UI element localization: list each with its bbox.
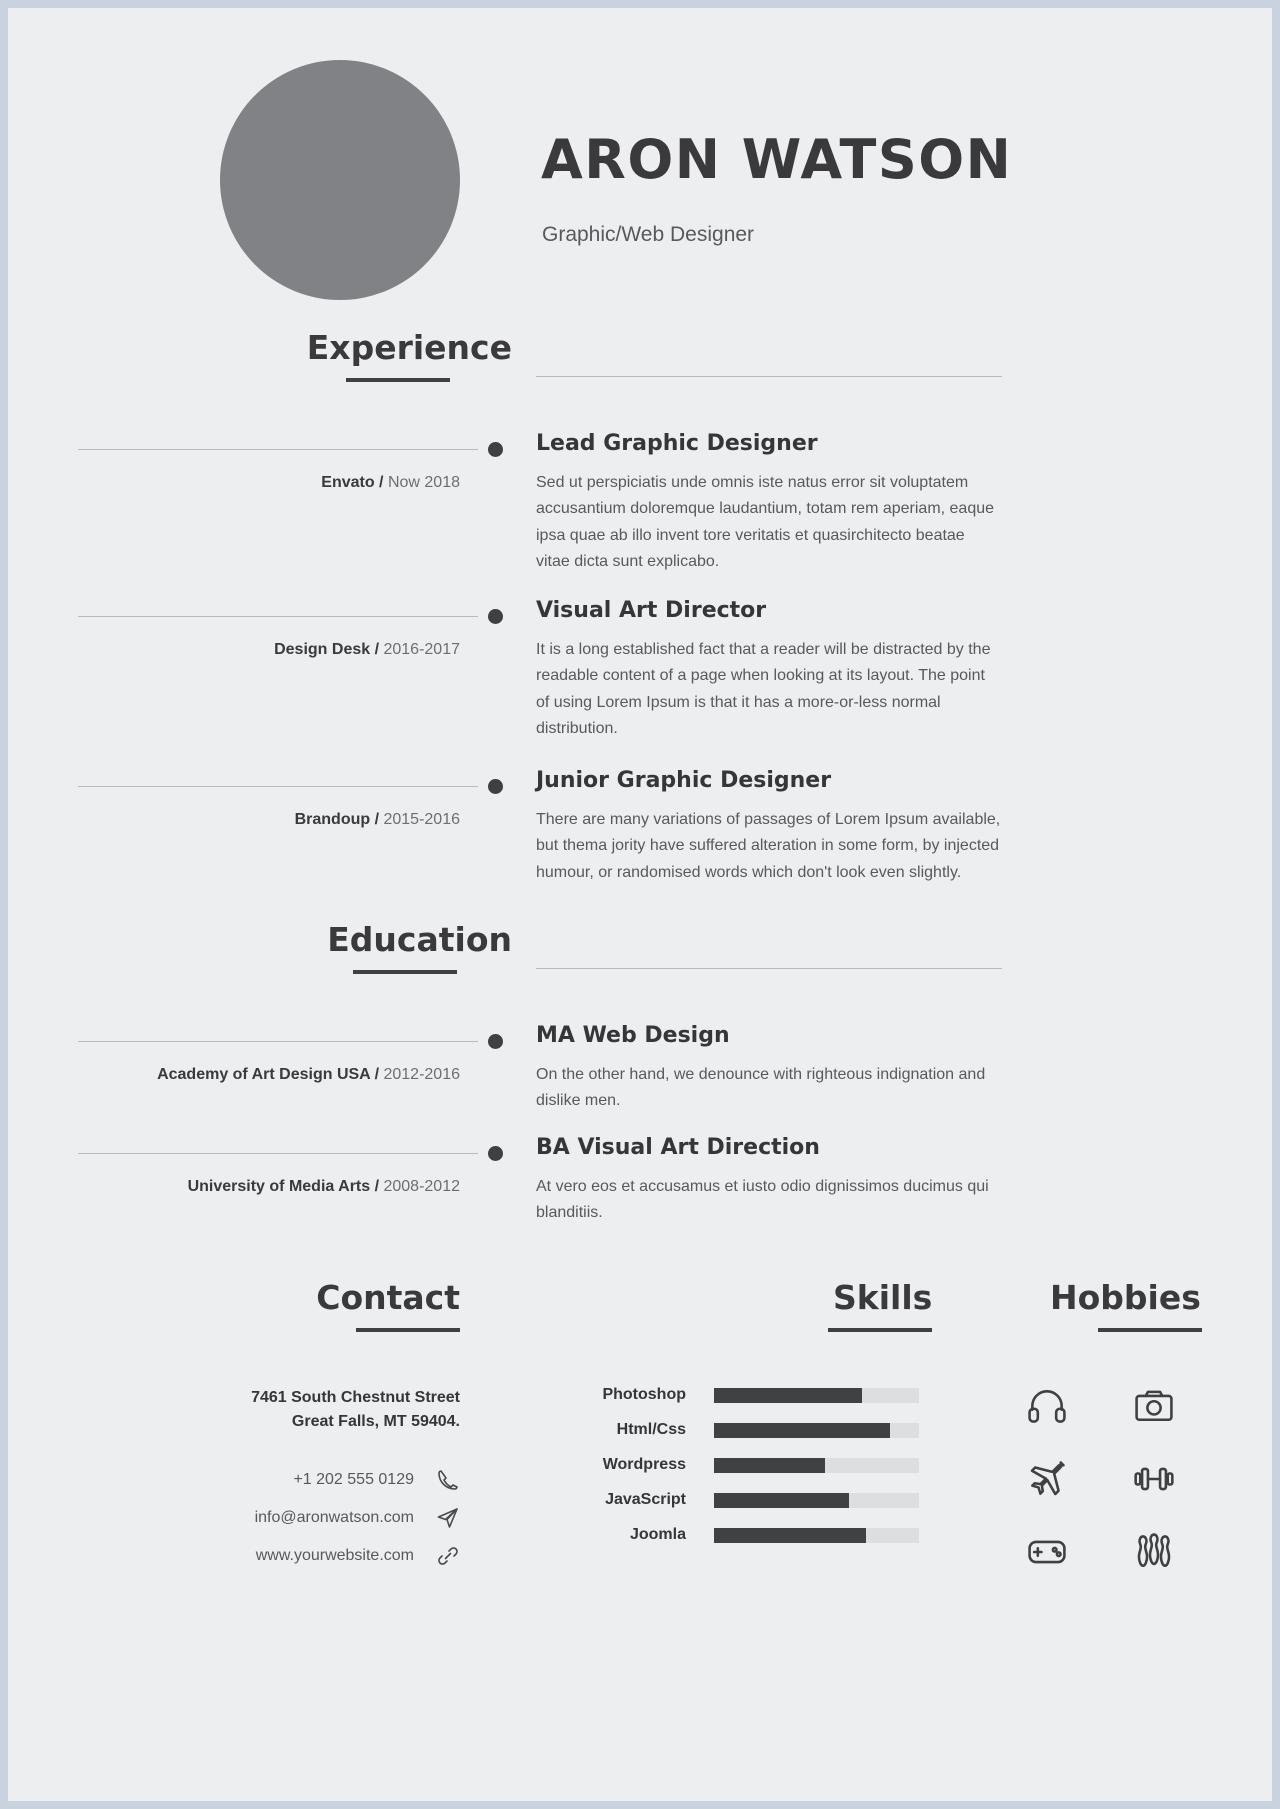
education-school: University of Media Arts / bbox=[187, 1178, 380, 1195]
education-title: MA Web Design bbox=[536, 1023, 730, 1048]
timeline-tick bbox=[78, 1041, 478, 1042]
experience-company: Envato / bbox=[321, 474, 384, 491]
hobbies-block bbox=[993, 1384, 1208, 1579]
address-line-1: 7461 South Chestnut Street bbox=[251, 1389, 460, 1406]
skill-row bbox=[536, 1491, 936, 1509]
skill-bar-fill bbox=[714, 1388, 862, 1403]
education-underline bbox=[353, 970, 457, 974]
timeline-dot bbox=[488, 1146, 503, 1161]
skill-bar bbox=[714, 1458, 919, 1473]
education-period: 2008-2012 bbox=[379, 1178, 460, 1195]
contact-website[interactable] bbox=[8, 1544, 460, 1568]
timeline-tick bbox=[78, 786, 478, 787]
page-title: ARON WATSON bbox=[541, 128, 1013, 191]
education-description: On the other hand, we denounce with righteous indignation and dislike men. bbox=[536, 1066, 986, 1110]
contact-heading: Contact bbox=[316, 1278, 460, 1317]
experience-company: Brandoup / bbox=[294, 811, 380, 828]
hobbies-underline bbox=[1098, 1328, 1202, 1332]
timeline-dot bbox=[488, 1034, 503, 1049]
bowling-pins-icon bbox=[1132, 1530, 1176, 1579]
timeline-dot bbox=[488, 779, 503, 794]
skill-name: JavaScript bbox=[605, 1491, 686, 1508]
experience-description: It is a long established fact that a reader will be distracted by the readable content of a page when looking at its layout. The point of using Lorem Ipsum is that it has a more-or-less normal distribution. bbox=[536, 641, 991, 738]
hobbies-grid bbox=[993, 1384, 1208, 1579]
education-school: Academy of Art Design USA / bbox=[157, 1066, 380, 1083]
education-item bbox=[8, 1135, 1272, 1227]
skill-row bbox=[536, 1386, 936, 1404]
airplane-icon bbox=[1025, 1457, 1069, 1506]
education-meta bbox=[8, 1178, 460, 1196]
experience-meta bbox=[8, 811, 460, 829]
education-title: BA Visual Art Direction bbox=[536, 1135, 820, 1160]
experience-meta bbox=[8, 474, 460, 492]
skills-underline bbox=[828, 1328, 932, 1332]
skill-bar-fill bbox=[714, 1458, 825, 1473]
experience-item bbox=[8, 598, 1272, 743]
education-item bbox=[8, 1023, 1272, 1115]
skill-bar bbox=[714, 1528, 919, 1543]
bottom-sections bbox=[8, 1278, 1272, 1698]
skill-bar bbox=[714, 1423, 919, 1438]
experience-section-header bbox=[8, 328, 1272, 398]
education-heading: Education bbox=[327, 920, 512, 959]
experience-description: There are many variations of passages of Lorem Ipsum available, but thema jority have suffered alteration in some form, by injected humour, or randomised words which don't look even slightly. bbox=[536, 811, 1001, 881]
contact-phone[interactable] bbox=[8, 1468, 460, 1492]
phone-icon bbox=[436, 1468, 460, 1492]
skill-name: Html/Css bbox=[616, 1421, 686, 1438]
avatar bbox=[220, 60, 460, 300]
experience-list bbox=[8, 398, 1272, 881]
contact-block bbox=[8, 1386, 460, 1582]
skill-bar-fill bbox=[714, 1423, 890, 1438]
experience-body bbox=[536, 431, 1272, 576]
timeline-dot bbox=[488, 442, 503, 457]
experience-body bbox=[536, 768, 1272, 886]
contact-email-text: info@aronwatson.com bbox=[254, 1509, 414, 1526]
experience-title: Visual Art Director bbox=[536, 598, 767, 623]
education-rule bbox=[536, 968, 1002, 969]
skill-bar-fill bbox=[714, 1528, 866, 1543]
education-description: At vero eos et accusamus et iusto odio dignissimos ducimus qui blanditiis. bbox=[536, 1178, 989, 1222]
experience-period: 2015-2016 bbox=[379, 811, 460, 828]
skills-block bbox=[536, 1386, 936, 1561]
resume-header bbox=[8, 8, 1272, 328]
job-role-subtitle: Graphic/Web Designer bbox=[542, 223, 755, 246]
education-body bbox=[536, 1023, 1272, 1115]
skill-name: Photoshop bbox=[602, 1386, 686, 1403]
education-period: 2012-2016 bbox=[379, 1066, 460, 1083]
experience-title: Lead Graphic Designer bbox=[536, 431, 818, 456]
timeline-tick bbox=[78, 449, 478, 450]
skill-row bbox=[536, 1421, 936, 1439]
education-section-header bbox=[8, 920, 1272, 990]
gamepad-icon bbox=[1025, 1530, 1069, 1579]
contact-phone-text: +1 202 555 0129 bbox=[293, 1471, 414, 1488]
experience-item bbox=[8, 431, 1272, 576]
address-line-2: Great Falls, MT 59404. bbox=[291, 1413, 460, 1430]
skill-bar bbox=[714, 1388, 919, 1403]
skill-name: Wordpress bbox=[602, 1456, 686, 1473]
experience-body bbox=[536, 598, 1272, 743]
timeline-tick bbox=[78, 1153, 478, 1154]
skill-bar bbox=[714, 1493, 919, 1508]
skills-heading: Skills bbox=[833, 1278, 933, 1317]
camera-icon bbox=[1132, 1384, 1176, 1433]
contact-underline bbox=[356, 1328, 460, 1332]
experience-company: Design Desk / bbox=[274, 641, 380, 658]
education-list bbox=[8, 990, 1272, 1220]
experience-rule bbox=[536, 376, 1002, 377]
experience-item bbox=[8, 768, 1272, 886]
skill-row bbox=[536, 1526, 936, 1544]
education-meta bbox=[8, 1066, 460, 1084]
experience-title: Junior Graphic Designer bbox=[536, 768, 832, 793]
timeline-dot bbox=[488, 609, 503, 624]
address bbox=[8, 1386, 460, 1434]
resume-page bbox=[8, 8, 1272, 1801]
experience-period: 2016-2017 bbox=[379, 641, 460, 658]
experience-meta bbox=[8, 641, 460, 659]
skill-bar-fill bbox=[714, 1493, 849, 1508]
contact-lines bbox=[8, 1468, 460, 1568]
skill-name: Joomla bbox=[629, 1526, 686, 1543]
contact-website-text: www.yourwebsite.com bbox=[255, 1547, 414, 1564]
timeline-tick bbox=[78, 616, 478, 617]
headphones-icon bbox=[1025, 1384, 1069, 1433]
experience-description: Sed ut perspiciatis unde omnis iste natus error sit voluptatem accusantium doloremque laudantium, totam rem aperiam, eaque ipsa quae ab illo invent tore veritatis et quasirchitecto beatae vitae dicta sunt explicabo. bbox=[536, 474, 995, 571]
hobbies-heading: Hobbies bbox=[1050, 1278, 1201, 1317]
skill-row bbox=[536, 1456, 936, 1474]
contact-email[interactable] bbox=[8, 1506, 460, 1530]
link-icon bbox=[436, 1544, 460, 1568]
experience-period: Now 2018 bbox=[383, 474, 460, 491]
experience-heading: Experience bbox=[306, 328, 512, 367]
paper-plane-icon bbox=[436, 1506, 460, 1530]
experience-underline bbox=[346, 378, 450, 382]
dumbbell-icon bbox=[1132, 1457, 1176, 1506]
education-body bbox=[536, 1135, 1272, 1227]
